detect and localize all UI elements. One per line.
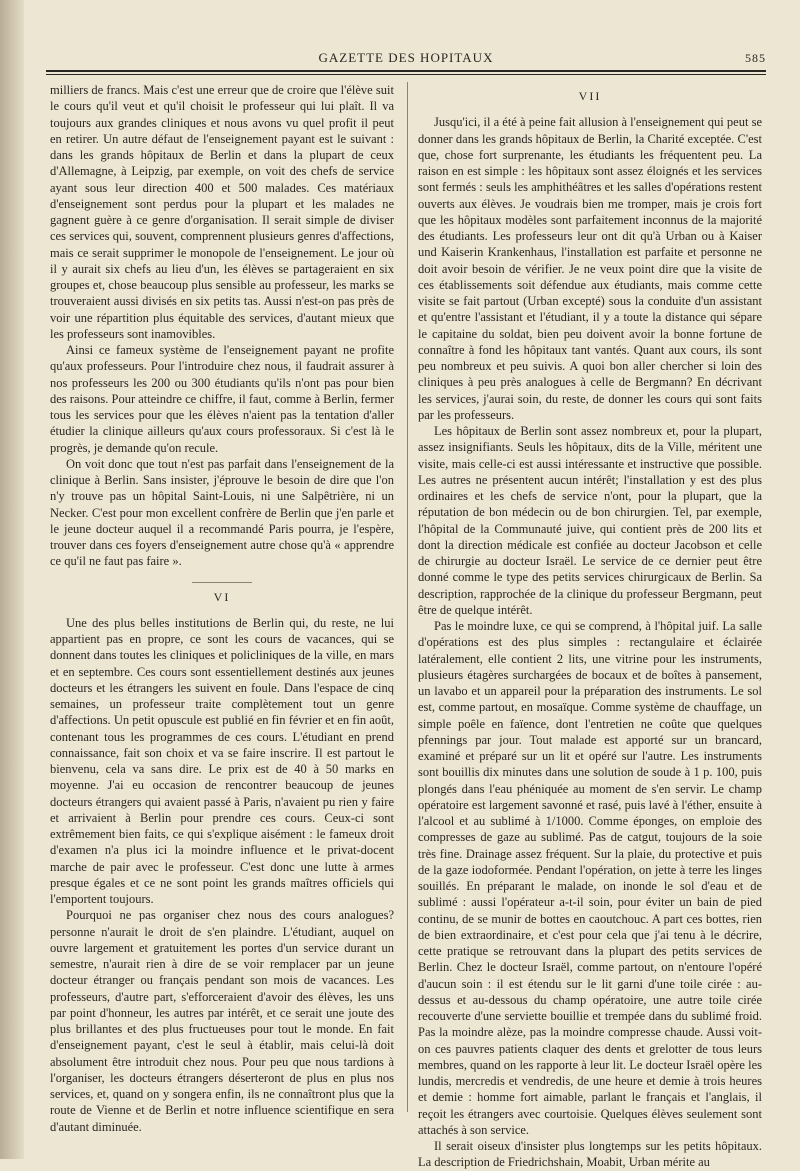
section-heading: VII <box>578 89 602 103</box>
section-heading: VI <box>213 589 231 604</box>
right-column <box>418 82 762 1171</box>
header-rule-thin <box>46 74 766 75</box>
paragraph: On voit donc que tout n'est pas parfait dans l'enseignement de la clinique à Berlin. Sans insister, j'éprouve le besoin de dire que l'on n'y trouve pas un hôpital Saint-Louis, ni une Salpêtrière, ni un Necker. C'est pour mon excellent confrère de Berlin que j'en parle et le jeune docteur auquel il a recommandé Paris pourra, je l'espère, trouver dans ces foyers d'enseignement autre chose qu'à « apprendre ce qu'il ne faut pas faire ». <box>50 456 394 569</box>
journal-title: GAZETTE DES HOPITAUX <box>318 50 494 65</box>
running-header <box>46 48 766 68</box>
paragraph: Ainsi ce fameux système de l'enseignement payant ne profite qu'aux professeurs. Pour l'introduire chez nous, il faudrait assurer à nos professeurs les 200 ou 300 étudiants qu'ils n'ont pas pour bien des raisons. Pour atteindre ce chiffre, il faut, comme à Berlin, fermer tous les services pour que les élèves n'aient pas la tentation d'aller étudier la clinique ailleurs qu'aux cours professoraux. Si c'est là le progrès, je demande qu'on recule. <box>50 343 394 455</box>
paragraph: Les hôpitaux de Berlin sont assez nombreux et, pour la plupart, assez insignifiants. Seuls les hôpitaux, dits de la Ville, méritent une visite, mais celle-ci est aussi intéressante et instructive que possible. Les autres ne présentent aucun intérêt; l'installation y est des plus ordinaires et les chefs de service n'ont, pour la plupart, que la réputation de bon médecin ou de bon chirurgien. Tel, par exemple, l'hôpital de la Communauté juive, qui contient près de 200 lits et dont la direction médicale est confiée au docteur Jacobson et celle de chirurgie au docteur Israël. Le service de ce dernier peut être donné comme le type des petits services chirurgicaux de Berlin. Sa description, rapprochée de la clinique du professeur Bergmann, peut être de quelque intérêt. <box>418 424 762 617</box>
section-separator <box>192 582 252 583</box>
page-number: 585 <box>745 51 766 65</box>
paragraph: Il serait oiseux d'insister plus longtemps sur les petits hôpitaux. La description de Friedrichshain, Moabit, Urban mérite au <box>418 1139 762 1170</box>
paragraph: Jusqu'ici, il a été à peine fait allusion à l'enseignement qui peut se donner dans les grands hôpitaux de Berlin, la Charité exceptée. C'est que, chose fort surprenante, les étudiants les fréquentent peu. La raison en est simple : les hôpitaux sont assez éloignés et les services sont fermés : seuls les amphithéâtres et les salles d'opérations restent ouverts aux élèves. Je voudrais bien me tromper, mais je crois fort que les hôpitaux modèles sont parfaitement inconnus de la majorité des étudiants. Les professeurs leur ont dit qu'à Urban ou à Kaiser und Kaiserin Krankenhaus, l'installation est parfaite et personne ne doit avoir besoin de vérifier. Je ne veux point dire que la visite de ces établissements soit défendue aux étudiants, mais comme cette visite se fait partout (Urban excepté) sous la conduite d'un assistant et qu'entre l'assistant et l'étudiant, il y a toute la distance qui sépare le capitaine du soldat, bien peu doivent avoir la bonne fortune de connaître à fond les hôpitaux tant vantés. Quant aux cours, ils sont peu nombreux et peu suivis. A quoi bon aller chercher si loin des cliniques à peu près analogues à celle de Bergmann? En décrivant les services, j'aurai soin, du reste, de donner les cours qui sont faits par les professeurs. <box>418 115 762 422</box>
paragraph: Pourquoi ne pas organiser chez nous des cours analogues? personne n'aurait le droit de s'en plaindre. L'étudiant, auquel on ouvre largement et gratuitement les portes d'un service durant un semestre, n'aurait rien à dire de se voir remplacer par un jeune docteur étranger ou français pendant son mois de vacances. Les professeurs, d'autre part, s'efforceraient d'avoir des élèves, les uns par point d'honneur, les autres par intérêt, et ce serait une joute des plus brillantes et des plus fructueuses pour tout le monde. En fait d'enseignement payant, c'est le seul à établir, mais celui-là doit absolument être introduit chez nous. Pour peu que nous tardions à l'organiser, les docteurs étrangers déserteront de plus en plus nos services, et, quand on y songera enfin, ils ne connaîtront plus que la route de Vienne et de Berlin et notre influence scientifique en sera d'autant diminuée. <box>50 908 394 1134</box>
left-column <box>50 82 394 1135</box>
column-divider <box>407 82 408 1112</box>
page-edge-shadow <box>0 0 24 1159</box>
paragraph: Une des plus belles institutions de Berlin qui, du reste, ne lui appartient pas en propre, ce sont les cours de vacances, qui se donnent dans toutes les cliniques et policliniques de la ville, en mars et en septembre. Ces cours sont essentiellement destinés aux jeunes docteurs et les étrangers les suivent en foule. Dans l'espace de cinq semaines, un professeur traite complètement tout un genre d'affections. Un petit opuscule est publié en fin février et en fin août, contenant tous les programmes de ces cours. L'étudiant en prend connaissance, fait son choix et va se faire inscrire. Il est partout le bienvenu, cela va sans dire. Le prix est de 40 à 50 marks en moyenne. J'ai eu occasion de rencontrer beaucoup de jeunes docteurs étrangers qui avaient passé à Paris, n'avaient pu rien y faire et arrivaient à Berlin pour prendre ces cours. Ceux-ci sont extrêmement bien faits, ce qui s'explique aisément : le fameux droit d'examen n'a plus ici la moindre influence et le privat-docent marche de pair avec le professeur. C'est donc une lutte à armes presque égales et ce ne sont point les grands maîtres officiels qui l'emportent toujours. <box>50 615 394 906</box>
paragraph: milliers de francs. Mais c'est une erreur que de croire que l'élève suit le cours qu'il veut et qu'il choisit le professeur qui lui plaît. Il va toujours aux grandes cliniques et nous avons vu quel profit il peut en retirer. Un autre défaut de l'enseignement payant est le suivant : dans les grands hôpitaux de Berlin et dans la plupart de ceux d'Allemagne, à Leipzig, par exemple, on voit des chefs de service ayant sous leur direction 400 et 500 malades. Ces matériaux d'enseignement sont perdus pour la plupart et les malades ne gagnent guère à ce genre d'organisation. Il serait simple de diviser ces services qui, souvent, comprennent plusieurs genres d'affections, mais ce serait supprimer le monopole de l'enseignement. Le jour où il y aurait six chefs au lieu d'un, les élèves se partageraient en six groupes et, chose beaucoup plus sensible au professeur, les marks se trouveraient aussi divisés en six petits tas. Aussi n'est-on pas près de voir une répartition plus équitable des services, d'autant mieux que les professeurs sont inamovibles. <box>50 83 394 341</box>
header-rule-thick <box>46 70 766 72</box>
paragraph: Pas le moindre luxe, ce qui se comprend, à l'hôpital juif. La salle d'opérations est des plus simples : rectangulaire et éclairée latéralement, elle contient 2 lits, une vitrine pour les instruments, plusieurs étagères surchargées de bocaux et de boîtes à pansement, un lavabo et un appareil pour la préparation des instruments. Le sol est, comme partout, en mosaïque. Comme système de chauffage, un simple poêle en faïence, dont l'entretien ne coûte que quelques pfennings par jour. Tout malade est apporté sur un brancard, examiné et préparé sur un lit et opéré sur l'autre. Les instruments sont bouillis dix minutes dans une solution de soude à 1 p. 100, puis plongés dans l'eau phéniquée au moment de s'en servir. Le champ opératoire est largement savonné et rasé, puis lavé à l'éther, ensuite à l'alcool et au sublimé à 1/1000. Comme éponges, on emploie des compresses de gaze au sublimé. Pas de catgut, toujours de la soie très fine. Drainage assez fréquent. Sur la plaie, du protective et puis de la gaze iodoformée. Pendant l'opération, on jette à terre les linges souillés. En préparant le malade, on inonde le sol d'eau et de sublimé : aussi l'opérateur a-t-il soin, pour éviter un bain de pied continu, de se munir de bottes en caoutchouc. A part ces bottes, rien de bien extraordinaire, et c'est pour cela que j'ai tenu à le décrire, cette pratique se retrouvant dans la plupart des petits services de Berlin. Chez le docteur Israël, comme partout, on n'entoure l'opéré d'aucun soin : il est étendu sur le lit garni d'une toile cirée : au-dessus et au-dessous du champ opératoire, une autre toile cirée recouverte d'une serviette bouillie et trempée dans du sublimé froid. Pas la moindre alèze, pas la moindre compresse chaude. Aussi voit-on ces pauvres patients claquer des dents et grelotter de tous leurs membres, quand on les rapporte à leur lit. Le docteur Israël opère les lundis, mercredis et vendredis, de une heure et demie à trois heures et demie : homme fort aimable, parlant le français et l'anglais, il reçoit les étrangers avec courtoisie. Quelques élèves seulement sont attachés à son service. <box>418 619 762 1137</box>
